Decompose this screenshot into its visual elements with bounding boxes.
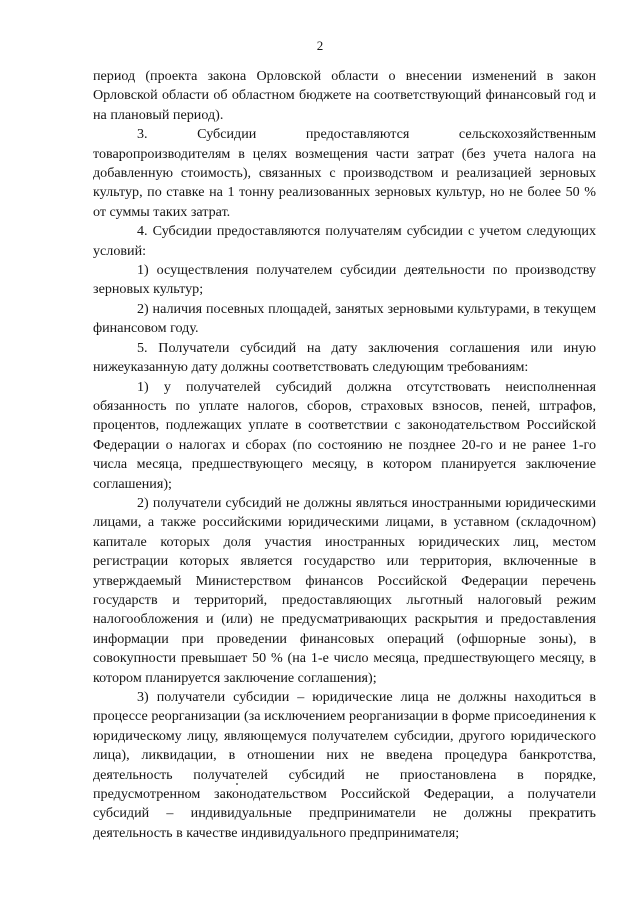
- page-number: 2: [316, 38, 324, 53]
- paragraph-continuation: период (проекта закона Орловской области о внесении изменений в закон Орловской области об областном бюджете на соответствующий финансовый год и на плановый период).: [93, 68, 596, 123]
- paragraph-item-5: 5. Получатели субсидий на дату заключения соглашения или иную нижеуказанную дату должны соответствовать следующим требованиям:: [93, 339, 596, 376]
- scan-speck: [236, 783, 238, 785]
- paragraph-item-5-1: 1) у получателей субсидий должна отсутствовать неисполненная обязанность по уплате налогов, сборов, страховых взносов, пеней, штрафов, процентов, подлежащих уплате в соответствии с законодательством Российской Федерации о налогах и сборах (по состоянию не позднее 20-го и не ранее 1-го числа месяца, предшествующего месяцу, в котором планируется заключение соглашения);: [93, 378, 596, 492]
- paragraph-item-4-1: 1) осуществления получателем субсидии деятельности по производству зерновых культур;: [93, 262, 596, 298]
- paragraph-item-5-2: 2) получатели субсидий не должны являться иностранными юридическими лицами, а также российскими юридическими лицами, в уставном (складочном) капитале которых доля участия иностранных юридических лиц, местом регистрации которых является государство или территория, включенные в утверждаемый Министерством финансов Российской Федерации перечень государств и территорий, предоставляющих льготный налоговый режим налогообложения и (или) не предусматривающих раскрытия и предоставления информации при проведении финансовых операций (офшорные зоны), в совокупности превышает 50 % (на 1-е число месяца, предшествующего месяцу, в котором планируется заключение соглашения);: [93, 494, 596, 686]
- paragraph-item-5-3: 3) получатели субсидии – юридические лица не должны находиться в процессе реорганизации (за исключением реорганизации в форме присоединения к юридическому лицу, являющемуся получателем субсидии, другого юридического лица), ликвидации, в отношении них не введена процедура банкротства, деятельность получателей субсидий не приостановлена в порядке, предусмотренном законодательством Российской Федерации, а получатели субсидий – индивидуальные предприниматели не должны прекратить деятельность в качестве индивидуального предпринимателя;: [93, 689, 596, 841]
- paragraph-item-4: 4. Субсидии предоставляются получателям субсидии с учетом следующих условий:: [93, 223, 596, 259]
- paragraph-item-3: 3. Субсидии предоставляются сельскохозяйственным товаропроизводителям в целях возмещения части затрат (без учета налога на добавленную стоимость), связанных с производством и реализацией зерновых культур, по ставке на 1 тонну реализованных зерновых культур, но не более 50 % от суммы таких затрат.: [93, 126, 596, 220]
- paragraph-item-4-2: 2) наличия посевных площадей, занятых зерновыми культурами, в текущем финансовом году.: [93, 300, 596, 337]
- document-body: [93, 67, 596, 843]
